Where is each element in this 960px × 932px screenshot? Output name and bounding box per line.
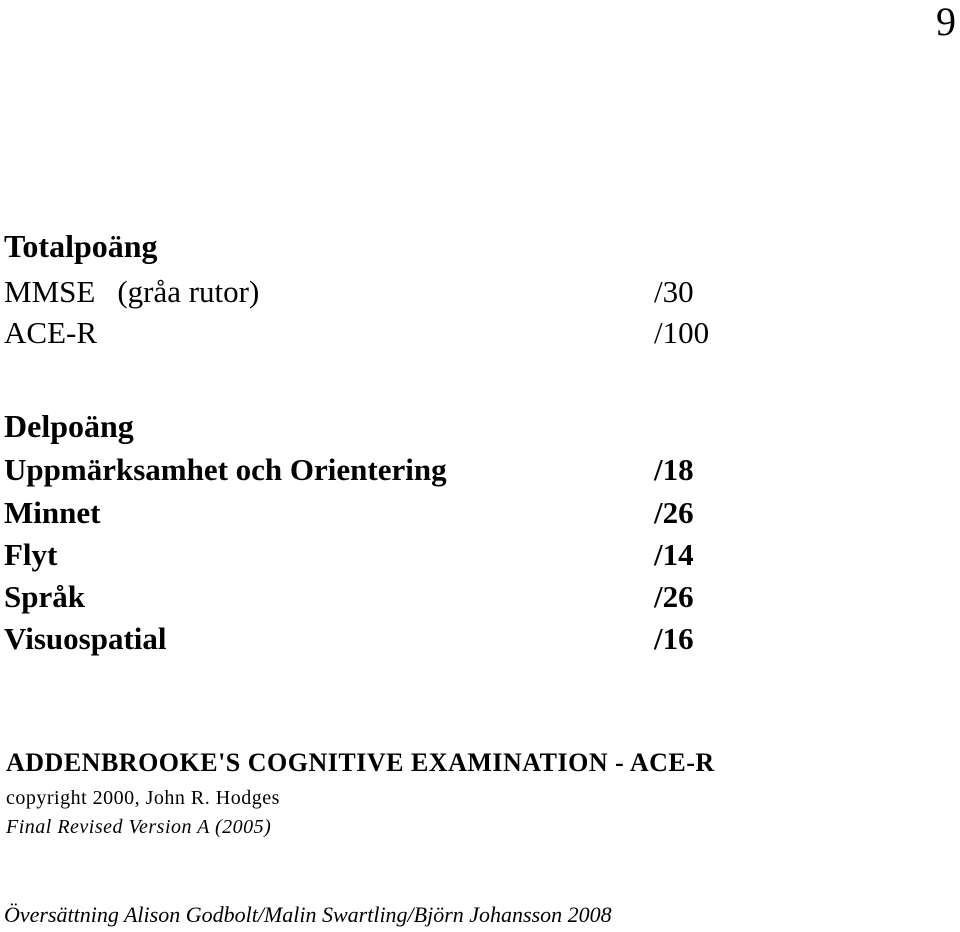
score-max-mmse: /30 xyxy=(654,274,694,309)
score-label-fluency: Flyt xyxy=(4,537,58,572)
score-max-visuospatial: /16 xyxy=(654,621,694,656)
score-row-ace-r xyxy=(4,313,724,353)
score-max-attention-orientation: /18 xyxy=(654,452,694,487)
score-row-visuospatial xyxy=(4,619,724,659)
total-score-heading: Totalpoäng xyxy=(4,228,158,264)
score-max-memory: /26 xyxy=(654,495,694,530)
score-label-memory: Minnet xyxy=(4,495,101,530)
mmse-note: (gråa rutor) xyxy=(117,274,260,309)
score-label-language: Språk xyxy=(4,579,85,614)
sub-score-heading: Delpoäng xyxy=(4,408,134,444)
score-label-visuospatial: Visuospatial xyxy=(4,621,167,656)
page-number: 9 xyxy=(936,0,956,44)
copyright-line: copyright 2000, John R. Hodges xyxy=(6,787,280,809)
score-row-attention-orientation xyxy=(4,450,724,490)
score-row-language xyxy=(4,577,724,617)
score-label-ace-r: ACE-R xyxy=(4,315,97,350)
score-label-attention-orientation: Uppmärksamhet och Orientering xyxy=(4,452,447,487)
score-row-memory xyxy=(4,493,724,533)
score-label-mmse: MMSE xyxy=(4,274,96,309)
score-row-mmse xyxy=(4,272,724,312)
ace-r-title: ADDENBROOKE'S COGNITIVE EXAMINATION - ACE-R xyxy=(6,748,715,777)
score-max-fluency: /14 xyxy=(654,537,694,572)
score-max-ace-r: /100 xyxy=(654,315,710,350)
score-row-fluency xyxy=(4,535,724,575)
version-line: Final Revised Version A (2005) xyxy=(6,816,272,838)
translation-credit: Översättning Alison Godbolt/Malin Swartling/Björn Johansson 2008 xyxy=(4,902,612,927)
score-max-language: /26 xyxy=(654,579,694,614)
